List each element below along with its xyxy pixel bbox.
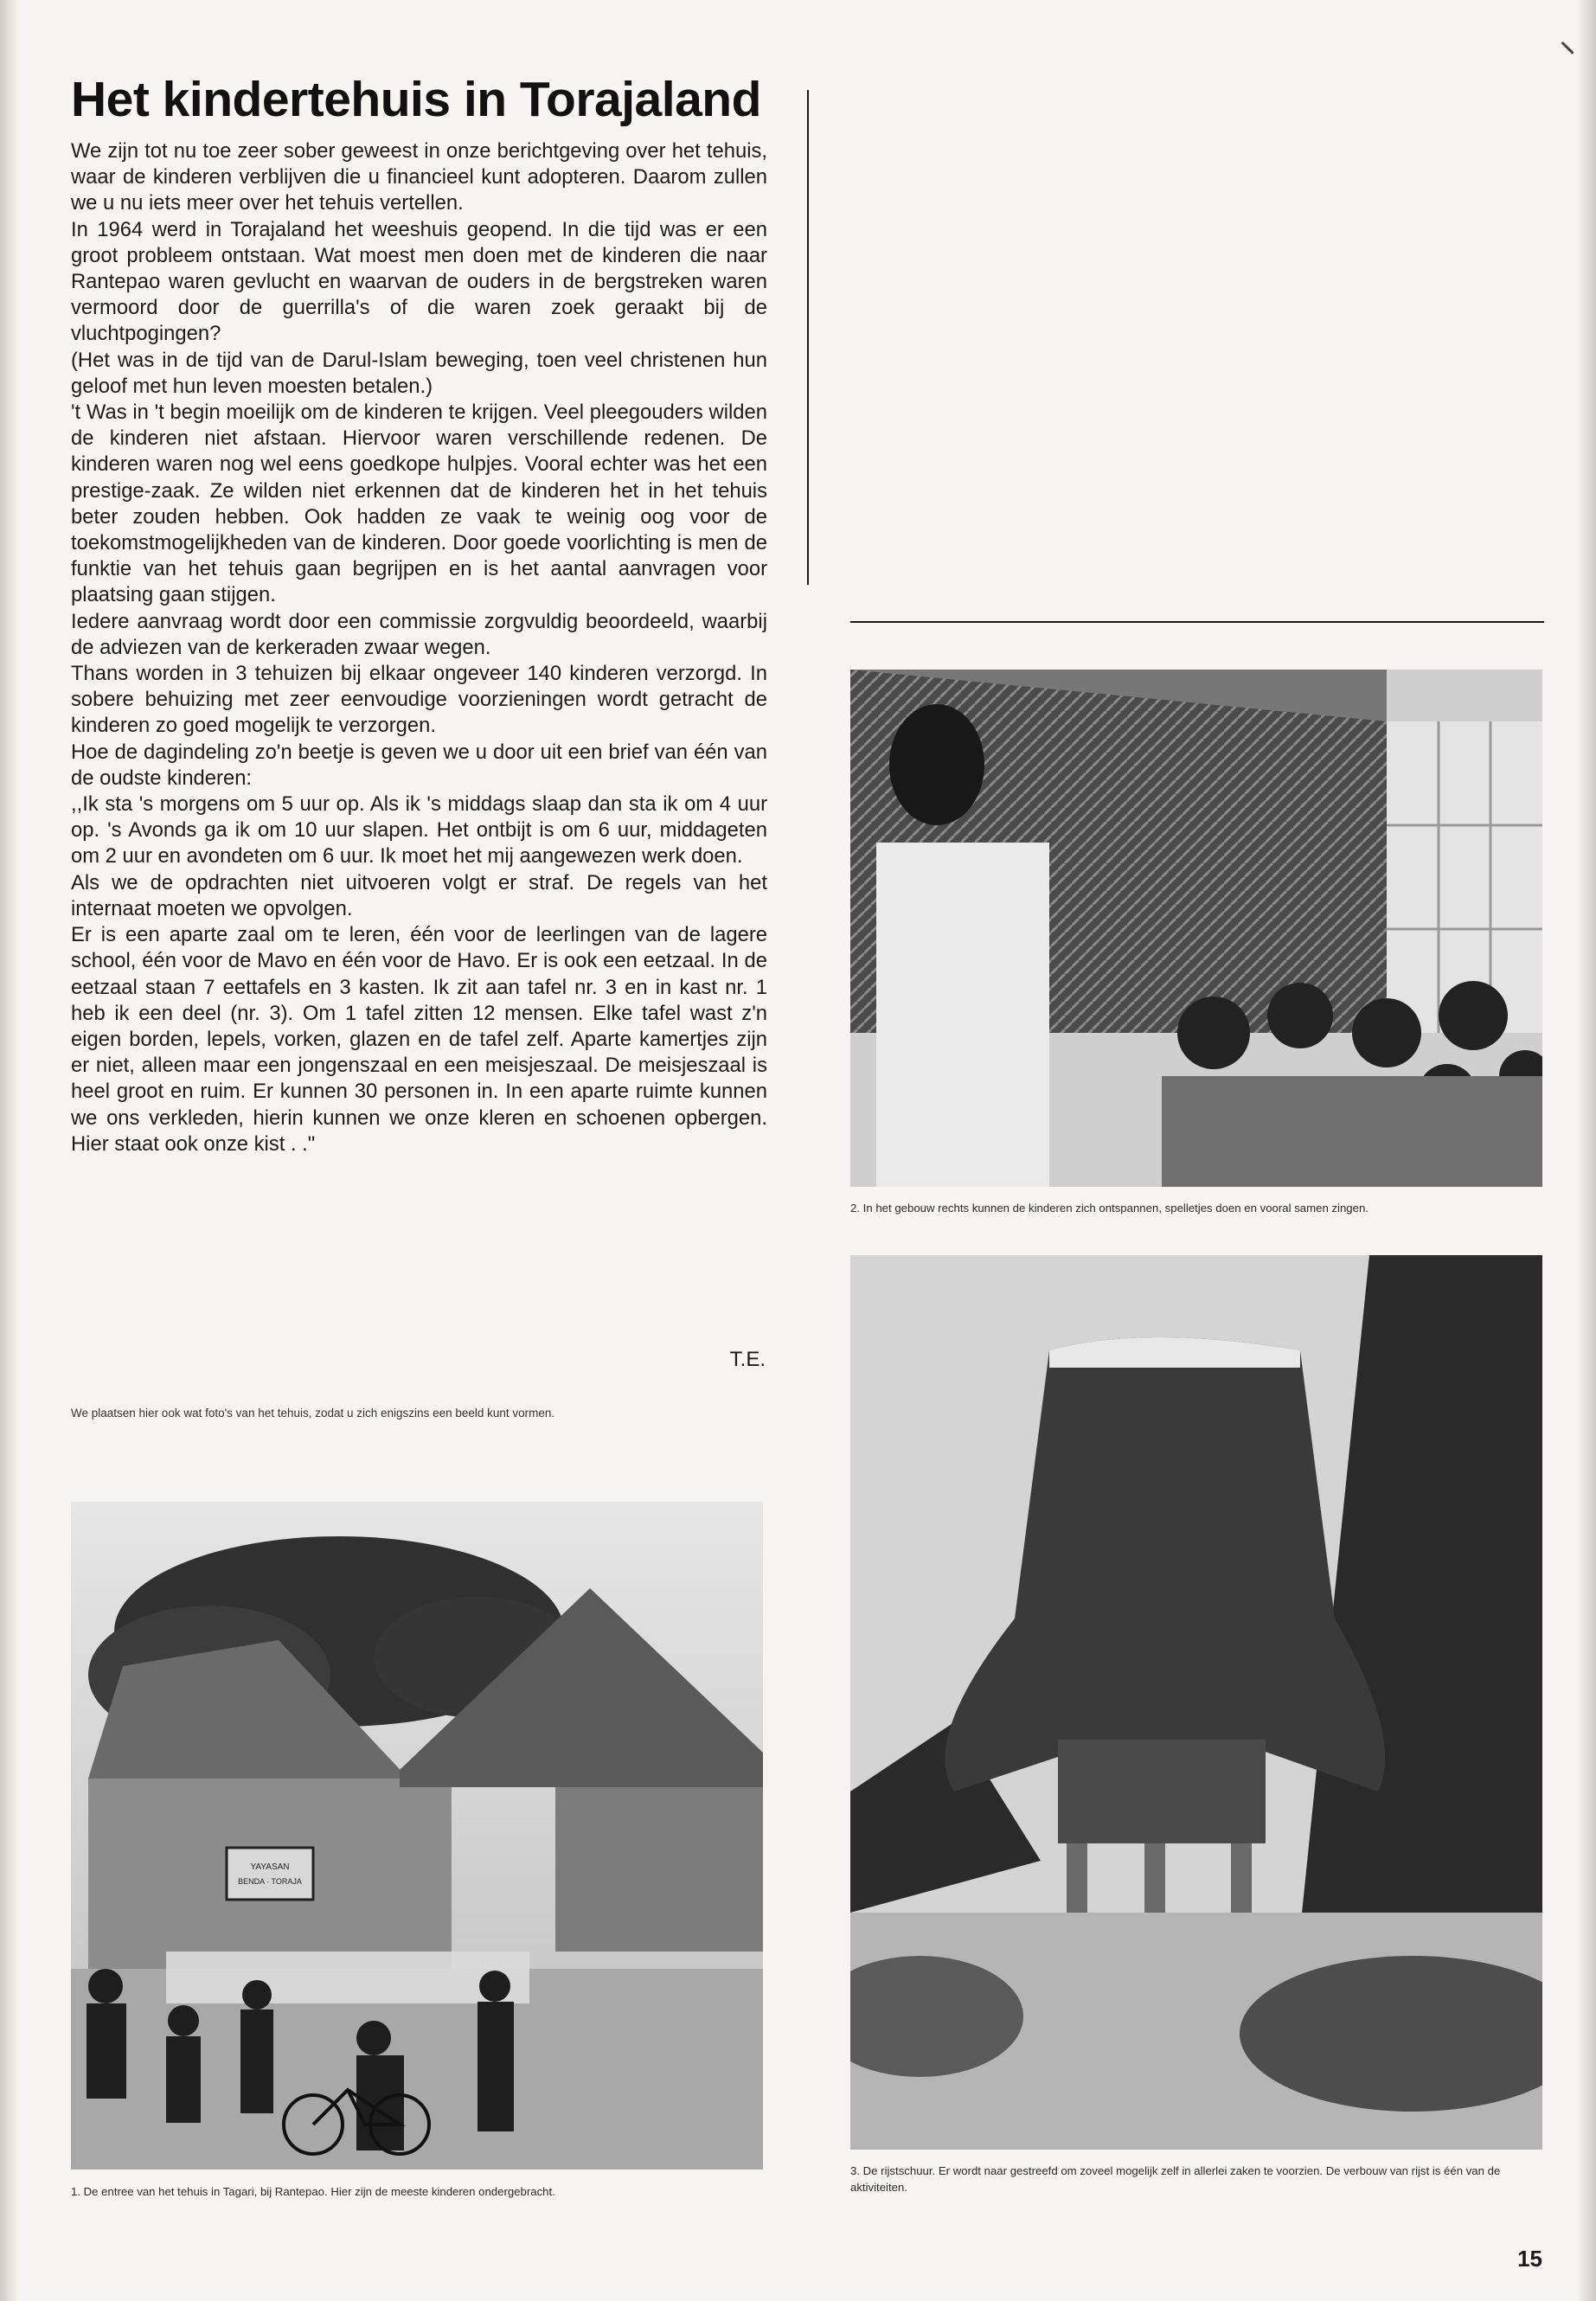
- sign-line-2: BENDA · TORAJA: [238, 1877, 302, 1886]
- rice-barn-body: [1058, 1740, 1266, 1843]
- caption-photo-3: 3. De rijstschuur. Er wordt naar gestreefd om zoveel mogelijk zelf in allerlei zaken te voorzien. De verbouw van rijst is één van de aktiviteiten.: [850, 2164, 1501, 2194]
- photo-singing-image: [850, 670, 1542, 1187]
- paragraph-5: Iedere aanvraag wordt door een commissie zorgvuldig beoordeeld, waarbij de adviezen van de kerkeraden zwaar wegen.: [71, 609, 767, 659]
- caption-photo-1: 1. De entree van het tehuis in Tagari, bij Rantepao. Hier zijn de meeste kinderen ondergebracht.: [71, 2185, 555, 2198]
- teacher-shirt: [876, 843, 1049, 1187]
- page-edge-left: [0, 0, 19, 2301]
- author-signature: T.E.: [729, 1348, 766, 1371]
- paragraph-7: Hoe de dagindeling zo'n beetje is geven we u door uit een brief van één van de oudste kinderen:: [71, 740, 767, 790]
- paragraph-3: (Het was in de tijd van de Darul-Islam beweging, toen veel christenen hun geloof met hun leven moesten betalen.): [71, 348, 767, 398]
- paragraph-9: Als we de opdrachten niet uitvoeren volgt er straf. De regels van het internaat moeten we opvolgen.: [71, 870, 767, 920]
- teacher-head: [889, 704, 984, 825]
- laundry: [166, 1952, 529, 2003]
- intro-caption: We plaatsen hier ook wat foto's van het tehuis, zodat u zich enigszins een beeld kunt vormen.: [71, 1407, 555, 1420]
- sign-line-1: YAYASAN: [250, 1862, 290, 1872]
- page-number: 15: [1517, 2246, 1542, 2272]
- article-body: [71, 138, 767, 1157]
- photo-entrance-image: [71, 1502, 763, 2170]
- article-title: Het kindertehuis in Torajaland: [71, 72, 761, 127]
- home-sign: [227, 1848, 313, 1900]
- photo-rice-barn: [850, 1255, 1542, 2150]
- photo-singing: [850, 670, 1542, 1187]
- photo-rice-barn-image: [850, 1255, 1542, 2150]
- paragraph-2: In 1964 werd in Torajaland het weeshuis geopend. In die tijd was er een groot probleem ontstaan. Wat moest men doen met de kinderen die naar Rantepao waren gevlucht en waarvan de ouders in de bergstreken waren vermoord door de guerrilla's of die waren zoek geraakt bij de vluchtpogingen?: [71, 217, 767, 346]
- paragraph-4: 't Was in 't begin moeilijk om de kinderen te krijgen. Veel pleegouders wilden de kinderen niet afstaan. Hiervoor waren verschillende redenen. De kinderen waren nog wel eens goedkope hulpjes. Vooral echter was het een prestige-zaak. Ze wilden niet erkennen dat de kinderen het in het tehuis beter zouden hebben. Ook hadden ze vaak te weinig oog voor de toekomstmogelijkheden van de kinderen. Door goede voorlichting is men de funktie van het tehuis gaan begrijpen en is het aantal aanvragen voor plaatsing gaan stijgen.: [71, 401, 767, 607]
- caption-photo-2: 2. In het gebouw rechts kunnen de kinderen zich ontspannen, spelletjes doen en vooral samen zingen.: [850, 1202, 1368, 1215]
- column-divider: [807, 90, 809, 585]
- paragraph-8: ,,Ik sta 's morgens om 5 uur op. Als ik 's middags slaap dan sta ik om 4 uur op. 's Avonds ga ik om 10 uur slapen. Het ontbijt is om 6 uur, middageten om 2 uur en avondeten om 6 uur. Ik moet het mij aangewezen werk doen.: [71, 792, 767, 868]
- paragraph-10: Er is een aparte zaal om te leren, één voor de leerlingen van de lagere school, één voor de Mavo en één voor de Havo. Er is ook een eetzaal. In de eetzaal staan 7 eettafels en 3 kasten. Ik zit aan tafel nr. 3 en in kast nr. 1 heb ik een deel (nr. 3). Om 1 tafel zitten 12 mensen. Elke tafel wast z'n eigen borden, lepels, vorken, glazen en de tafel zelf. Aparte kamertjes zijn er niet, alleen maar een jongenszaal en een meisjeszaal. De meisjeszaal is heel groot en ruim. Er kunnen 30 personen in. In een aparte ruimte kunnen we ons verkleden, hierin kunnen we onze kleren en schoenen opbergen. Hier staat ook onze kist . .": [71, 923, 767, 1156]
- page-edge-right: [1577, 0, 1596, 2301]
- horizontal-rule: [850, 621, 1544, 623]
- paragraph-1: We zijn tot nu toe zeer sober geweest in onze berichtgeving over het tehuis, waar de kinderen verblijven die u financieel kunt adopteren. Daarom zullen we u nu iets meer over het tehuis vertellen.: [71, 139, 767, 215]
- photo-entrance: [71, 1502, 763, 2170]
- paragraph-6: Thans worden in 3 tehuizen bij elkaar ongeveer 140 kinderen verzorgd. In sobere behuizing met zeer eenvoudige voorzieningen wordt getracht de kinderen zo goed mogelijk te verzorgen.: [71, 662, 767, 738]
